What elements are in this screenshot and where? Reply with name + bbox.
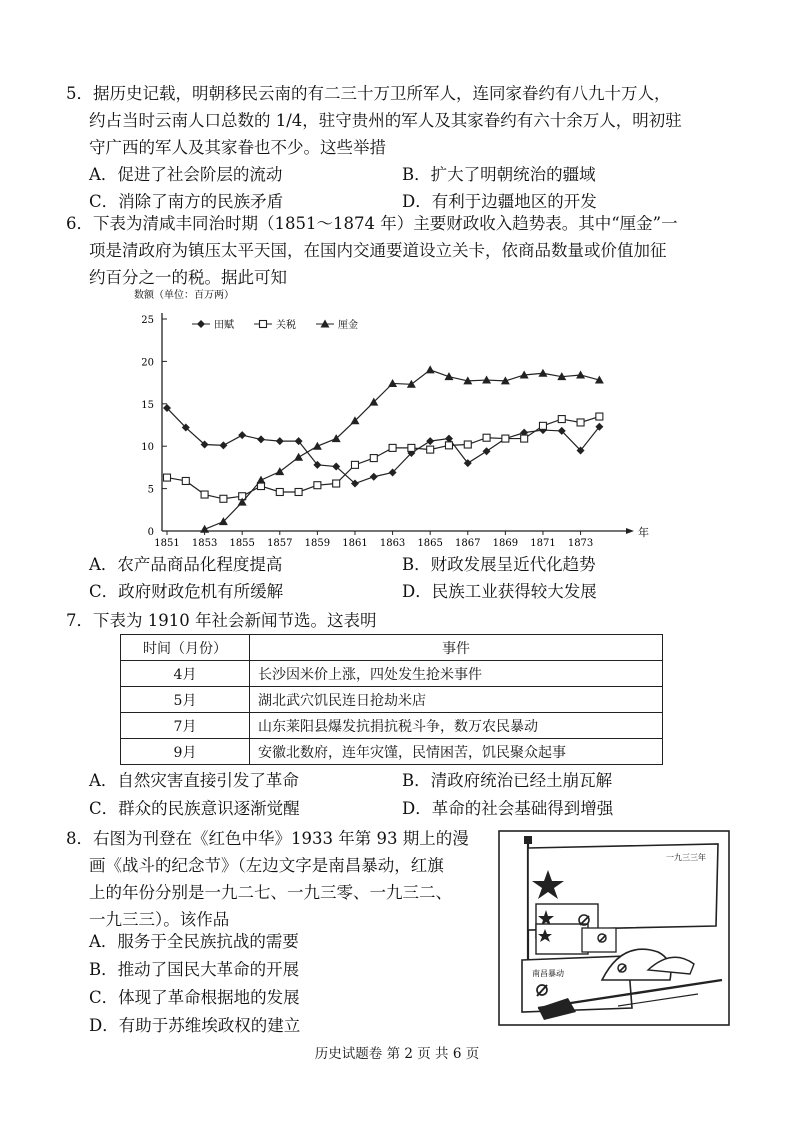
- series-line-diamond: [167, 408, 599, 483]
- data-point-diamond: [257, 435, 265, 443]
- table-row: [121, 713, 663, 739]
- question-5-options: [66, 161, 746, 215]
- data-point-square: [464, 441, 471, 448]
- question-6-options: [66, 551, 746, 605]
- x-tick-label: 1865: [417, 538, 443, 549]
- news-table-header-event: 事件: [250, 635, 663, 661]
- table-row: [121, 661, 663, 687]
- data-point-diamond: [219, 441, 227, 449]
- x-tick-label: 1863: [379, 538, 406, 549]
- question-5-option-a[interactable]: A．促进了社会阶层的流动: [89, 165, 283, 184]
- x-tick-label: 1869: [492, 538, 519, 549]
- question-7-option-c[interactable]: C．群众的民族意识逐渐觉醒: [89, 799, 300, 818]
- data-point-square: [333, 480, 340, 487]
- data-point-triangle: [294, 453, 303, 461]
- data-point-square: [539, 422, 546, 429]
- question-6-stem-line-2: 项是清政府为镇压太平天国，在国内交通要道设立关卡，依商品数量或价值加征: [89, 241, 667, 260]
- question-7-options: [66, 767, 746, 823]
- question-8-stem-line-1: 8．右图为刊登在《红色中华》1933 年第 93 期上的漫: [66, 829, 469, 848]
- data-point-diamond: [276, 437, 284, 445]
- news-table-header-time: 时间（月份）: [121, 635, 250, 661]
- series-diamond: [163, 404, 603, 487]
- battle-memorial-cartoon: [498, 830, 730, 1026]
- finance-trend-chart-svg: [130, 286, 660, 551]
- x-tick-label: 1859: [304, 538, 331, 549]
- flag-1933-year: 一九三三年: [666, 853, 706, 862]
- x-tick-label: 1873: [567, 538, 594, 549]
- data-point-square: [314, 482, 321, 489]
- data-point-triangle: [200, 525, 209, 533]
- series-triangle: [200, 365, 604, 532]
- x-tick-label: 1871: [530, 538, 556, 549]
- data-point-square: [445, 442, 452, 449]
- question-7-option-a[interactable]: A．自然灾害直接引发了革命: [89, 771, 299, 790]
- news-table-event: 长沙因米价上涨，四处发生抢米事件: [250, 661, 663, 687]
- data-point-diamond: [426, 437, 434, 445]
- data-point-square: [558, 416, 565, 423]
- y-tick-label: 10: [141, 442, 154, 454]
- question-6-stem-line-1: 6．下表为清咸丰同治时期（1851～1874 年）主要财政收入趋势表。其中“厘金”一: [66, 214, 678, 233]
- x-tick-label: 1857: [267, 538, 293, 549]
- data-point-triangle: [275, 467, 284, 475]
- flag-pole-tip: [524, 836, 532, 844]
- chart-series-layer: [163, 365, 604, 532]
- question-5: [66, 80, 746, 215]
- data-point-square: [389, 444, 396, 451]
- data-point-square: [596, 413, 603, 420]
- question-6-option-c[interactable]: C．政府财政危机有所缓解: [89, 582, 284, 601]
- data-point-triangle: [313, 442, 322, 450]
- y-tick-label: 25: [141, 315, 154, 326]
- x-tick-label: 1855: [229, 538, 255, 549]
- x-tick-label: 1867: [455, 538, 481, 549]
- chart-axes: [134, 288, 649, 549]
- news-table-event: 山东莱阳县爆发抗捐抗税斗争，数万农民暴动: [250, 713, 663, 739]
- cartoon-drawing: [498, 830, 730, 1026]
- news-table-header-row: [121, 635, 663, 661]
- finance-trend-chart: [130, 286, 660, 551]
- question-8-option-d[interactable]: D．有助于苏维埃政权的建立: [89, 1016, 301, 1035]
- data-point-square: [370, 455, 377, 462]
- series-line-square: [167, 417, 599, 499]
- question-7-option-b[interactable]: B．清政府统治已经土崩瓦解: [402, 771, 613, 790]
- data-point-triangle: [388, 379, 397, 387]
- x-axis-arrow: [626, 528, 634, 534]
- y-tick-label: 5: [147, 484, 154, 496]
- x-tick-label: 1853: [191, 538, 218, 549]
- y-tick-label: 20: [141, 357, 154, 369]
- page-footer: 历史试题卷 第 2 页 共 6 页: [314, 1046, 480, 1062]
- question-5-stem-line-2: 约占当时云南人口总数的 1/4，驻守贵州的军人及其家眷约有六十余万人，明初驻: [89, 111, 682, 130]
- y-tick-label: 0: [147, 527, 154, 538]
- data-point-diamond: [370, 473, 378, 481]
- data-point-triangle: [576, 370, 585, 378]
- legend-label-diamond: 田赋: [214, 320, 234, 331]
- news-table-month: 4月: [121, 661, 250, 687]
- question-7-option-d[interactable]: D．革命的社会基础得到增强: [402, 799, 614, 818]
- data-point-diamond: [483, 447, 491, 455]
- data-point-triangle: [256, 476, 265, 484]
- question-8-stem-line-3: 上的年份分别是一九二七、一九三零、一九三二、: [89, 883, 452, 902]
- question-8-options: [66, 928, 466, 1040]
- legend-marker-square: [260, 321, 267, 328]
- y-axis-label: 数额（单位：百万两）: [134, 290, 234, 301]
- question-6-stem-line-3: 约百分之一的税。据此可知: [89, 268, 287, 287]
- cartoon-side-text: 南昌暴动: [532, 969, 564, 978]
- legend-label-square: 关税: [276, 320, 296, 331]
- table-row: [121, 687, 663, 713]
- legend-marker-diamond: [197, 320, 205, 328]
- question-7: [66, 607, 746, 634]
- x-tick-label: 1861: [342, 538, 368, 549]
- x-tick-label: 1851: [154, 538, 180, 549]
- question-5-stem-line-1: 5．据历史记载，明朝移民云南的有二三十万卫所军人，连同家眷约有八九十万人，: [66, 84, 671, 103]
- data-point-triangle: [482, 376, 491, 384]
- table-row: [121, 739, 663, 765]
- question-8-stem-line-2: 画《战斗的纪念节》（左边文字是南昌暴动，红旗: [89, 856, 444, 875]
- news-table-event: 安徽北数府，连年灾馑，民情困苦，饥民聚众起事: [250, 739, 663, 765]
- data-point-square: [164, 474, 171, 481]
- y-tick-label: 15: [141, 399, 154, 411]
- data-point-diamond: [238, 431, 246, 439]
- x-axis-label: 年: [638, 526, 649, 539]
- data-point-square: [351, 461, 358, 468]
- question-5-stem-line-3: 守广西的军人及其家眷也不少。这些举措: [89, 138, 386, 157]
- data-point-square: [295, 488, 302, 495]
- data-point-square: [276, 488, 283, 495]
- question-5-option-c[interactable]: C．消除了南方的民族矛盾: [89, 192, 284, 211]
- news-table-month: 9月: [121, 739, 250, 765]
- legend-label-triangle: 厘金: [338, 320, 358, 331]
- data-point-square: [182, 477, 189, 484]
- question-8-option-a[interactable]: A．服务于全民族抗战的需要: [89, 932, 299, 951]
- question-6-option-b[interactable]: B．财政发展呈近代化趋势: [402, 555, 596, 574]
- question-5-option-b[interactable]: B．扩大了明朝统治的疆域: [402, 165, 596, 184]
- question-8-stem-line-4: 一九三三）。该作品: [89, 910, 230, 929]
- data-point-triangle: [538, 369, 547, 377]
- series-line-triangle: [205, 370, 600, 529]
- question-6-option-a[interactable]: A．农产品商品化程度提高: [89, 555, 283, 574]
- data-point-square: [201, 491, 208, 498]
- data-point-square: [220, 495, 227, 502]
- chart-legend: [192, 318, 358, 331]
- data-point-square: [502, 435, 509, 442]
- news-table-month: 7月: [121, 713, 250, 739]
- data-point-square: [427, 446, 434, 453]
- question-8-option-c[interactable]: C．体现了革命根据地的发展: [89, 988, 300, 1007]
- series-square: [164, 413, 603, 502]
- question-8: [66, 825, 476, 933]
- question-5-option-d[interactable]: D．有利于边疆地区的开发: [402, 192, 597, 211]
- news-table: [120, 634, 663, 765]
- question-6-option-d[interactable]: D．民族工业获得较大发展: [402, 582, 597, 601]
- data-point-square: [408, 444, 415, 451]
- question-7-stem: 7．下表为 1910 年社会新闻节选。这表明: [66, 611, 377, 630]
- question-8-option-b[interactable]: B．推动了国民大革命的开展: [89, 960, 300, 979]
- data-point-square: [483, 434, 490, 441]
- news-table-event: 湖北武穴饥民连日抢劫米店: [250, 687, 663, 713]
- news-table-month: 5月: [121, 687, 250, 713]
- data-point-triangle: [426, 365, 435, 373]
- data-point-square: [577, 419, 584, 426]
- data-point-square: [521, 435, 528, 442]
- question-6: [66, 210, 746, 291]
